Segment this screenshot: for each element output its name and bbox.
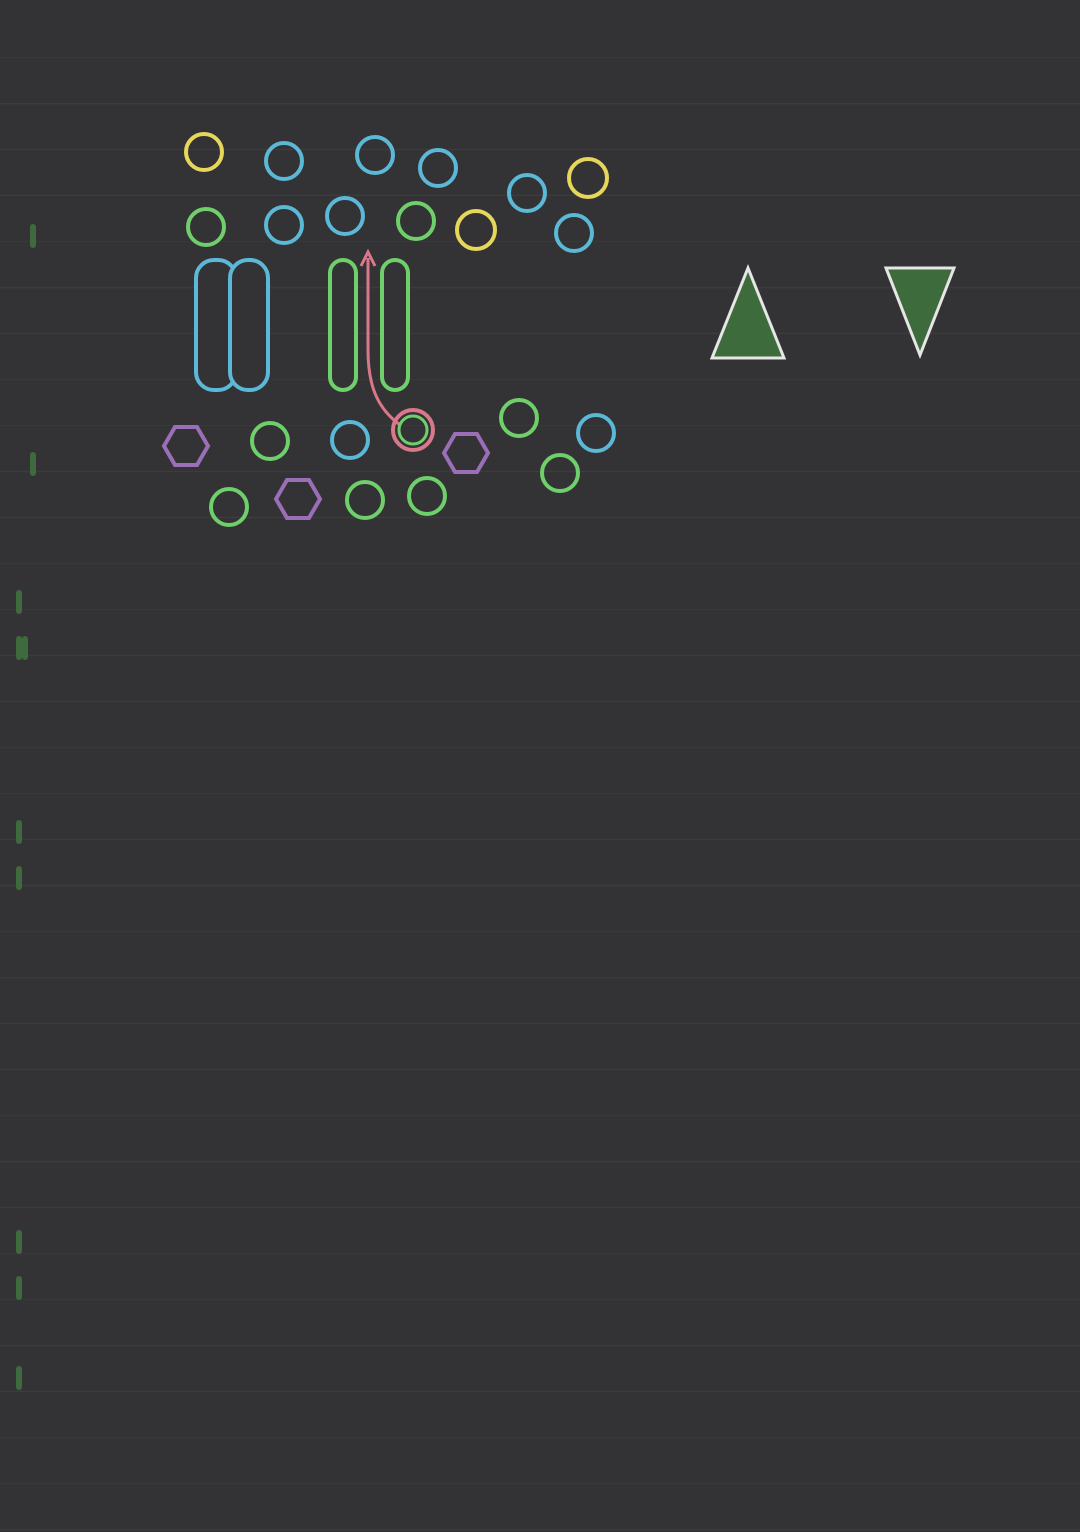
ion-na: [509, 175, 545, 211]
note-line: [16, 636, 28, 660]
chemical-potential-triangle: [712, 268, 784, 358]
ion-anion: [276, 480, 320, 518]
ion-k: [501, 400, 537, 436]
ion-na: [332, 422, 368, 458]
ion-cl: [457, 211, 495, 249]
ion-na: [357, 137, 393, 173]
note-line: [16, 1230, 22, 1254]
ion-k: [188, 209, 224, 245]
note-line: [16, 820, 22, 844]
note-line: [16, 866, 22, 890]
membrane-diagram: [0, 100, 1080, 540]
ion-k-channel: [393, 410, 433, 450]
ion-na: [556, 215, 592, 251]
ion-k: [398, 203, 434, 239]
ion-k: [542, 455, 578, 491]
ion-k: [252, 423, 288, 459]
note-line: [16, 1276, 22, 1300]
ion-k: [211, 489, 247, 525]
ion-na: [266, 143, 302, 179]
channel-green-left: [330, 260, 356, 390]
ion-na: [578, 415, 614, 451]
electric-potential-triangle: [886, 268, 954, 355]
ion-na: [420, 150, 456, 186]
note-line: [16, 590, 22, 614]
ion-na: [327, 198, 363, 234]
ion-na: [266, 207, 302, 243]
ion-k: [347, 482, 383, 518]
ion-cl: [569, 159, 607, 197]
ion-cl: [186, 134, 222, 170]
ion-anion: [444, 434, 488, 472]
channel-green-right: [382, 260, 408, 390]
ion-k: [409, 478, 445, 514]
note-line: [16, 1366, 22, 1390]
ion-anion: [164, 427, 208, 465]
channel-blue-right: [230, 260, 268, 390]
